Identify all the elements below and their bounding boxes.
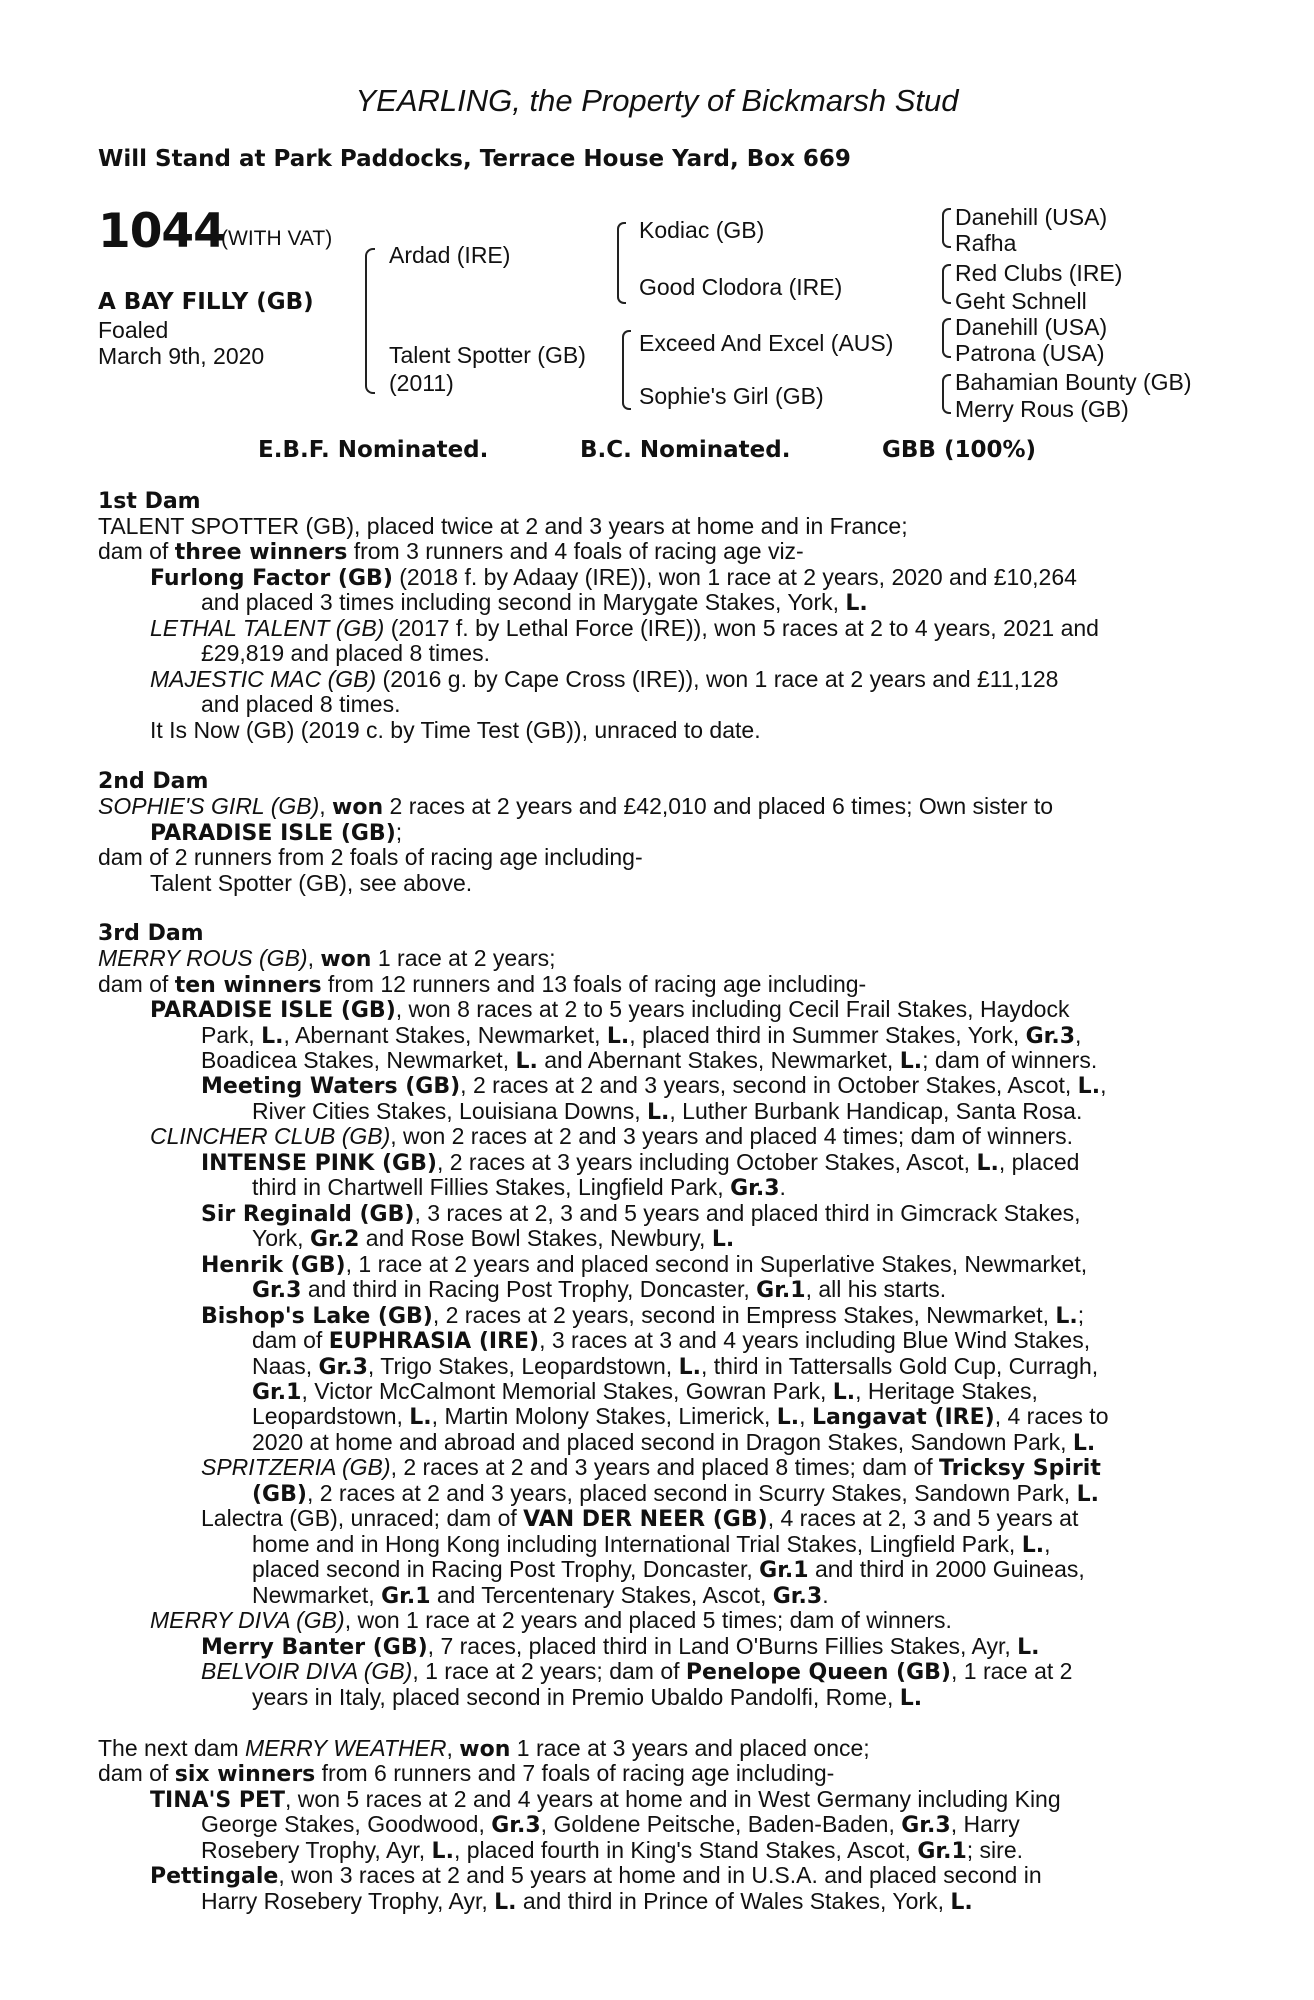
progeny-line: CLINCHER CLUB (GB), won 2 races at 2 and 3 years and placed 4 times; dam of winners. [150, 1123, 1073, 1149]
pedigree-brace [942, 264, 951, 304]
dam-line: TALENT SPOTTER (GB), placed twice at 2 and 3 years at home and in France; [98, 513, 908, 539]
dam-line: MERRY ROUS (GB), won 1 race at 2 years; [98, 945, 556, 972]
vat-note: (WITH VAT) [221, 227, 333, 250]
progeny-line: placed second in Racing Post Trophy, Doncaster, Gr.1 and third in 2000 Guineas, [252, 1556, 1085, 1583]
progeny-line: Naas, Gr.3, Trigo Stakes, Leopardstown, L., third in Tattersalls Gold Cup, Curragh, [252, 1353, 1099, 1380]
section-heading: 2nd Dam [98, 769, 209, 794]
pedigree-ddd: Merry Rous (GB) [955, 396, 1129, 422]
pedigree-dam-year: (2011) [389, 370, 454, 396]
progeny-line: George Stakes, Goodwood, Gr.3, Goldene Peitsche, Baden-Baden, Gr.3, Harry [201, 1811, 1020, 1838]
foaled-label: Foaled [98, 317, 169, 343]
progeny-line: Henrik (GB), 1 race at 2 years and placed second in Superlative Stakes, Newmarket, [201, 1251, 1088, 1278]
progeny-line: BELVOIR DIVA (GB), 1 race at 2 years; dam of Penelope Queen (GB), 1 race at 2 [201, 1658, 1073, 1685]
pedigree-brace [942, 318, 951, 358]
pedigree-dam-dam: Sophie's Girl (GB) [639, 383, 824, 409]
progeny-line: River Cities Stakes, Louisiana Downs, L., Luther Burbank Handicap, Santa Rosa. [252, 1098, 1083, 1125]
progeny-line: PARADISE ISLE (GB), won 8 races at 2 to 5 years including Cecil Frail Stakes, Haydock [150, 996, 1070, 1023]
dam-line: PARADISE ISLE (GB); [150, 819, 403, 846]
progeny-line: Pettingale, won 3 races at 2 and 5 years at home and in U.S.A. and placed second in [150, 1862, 1042, 1889]
progeny-line: Leopardstown, L., Martin Molony Stakes, Limerick, L., Langavat (IRE), 4 races to [252, 1403, 1109, 1430]
progeny-line: Sir Reginald (GB), 3 races at 2, 3 and 5 years and placed third in Gimcrack Stakes, [201, 1200, 1081, 1227]
progeny-line: It Is Now (GB) (2019 c. by Time Test (GB)), unraced to date. [150, 717, 761, 743]
pedigree-dam-sire: Exceed And Excel (AUS) [639, 330, 894, 356]
progeny-line: 2020 at home and abroad and placed second in Dragon Stakes, Sandown Park, L. [252, 1429, 1096, 1456]
pedigree-dds: Bahamian Bounty (GB) [955, 369, 1192, 395]
dam-line: dam of six winners from 6 runners and 7 foals of racing age including- [98, 1760, 835, 1787]
page-title: YEARLING, the Property of Bickmarsh Stud [355, 83, 959, 118]
pedigree-sdd: Geht Schnell [955, 288, 1087, 314]
progeny-line: LETHAL TALENT (GB) (2017 f. by Lethal Force (IRE)), won 5 races at 2 to 4 years, 2021 and [150, 615, 1099, 641]
progeny-line: Park, L., Abernant Stakes, Newmarket, L., placed third in Summer Stakes, York, Gr.3, [201, 1022, 1082, 1049]
progeny-line: Gr.1, Victor McCalmont Memorial Stakes, Gowran Park, L., Heritage Stakes, [252, 1378, 1038, 1405]
horse-description: A BAY FILLY (GB) [98, 289, 314, 315]
progeny-line: Meeting Waters (GB), 2 races at 2 and 3 years, second in October Stakes, Ascot, L., [201, 1072, 1107, 1099]
progeny-line: MAJESTIC MAC (GB) (2016 g. by Cape Cross (IRE)), won 1 race at 2 years and £11,128 [150, 666, 1059, 692]
dam-line: dam of 2 runners from 2 foals of racing age including- [98, 844, 643, 870]
gbb-rating: GBB (100%) [882, 437, 1037, 463]
progeny-line: Bishop's Lake (GB), 2 races at 2 years, second in Empress Stakes, Newmarket, L.; [201, 1302, 1085, 1329]
progeny-line: Gr.3 and third in Racing Post Trophy, Doncaster, Gr.1, all his starts. [252, 1276, 947, 1303]
pedigree-sds: Red Clubs (IRE) [955, 260, 1123, 286]
ebf-nomination: E.B.F. Nominated. [258, 437, 489, 463]
pedigree-dam: Talent Spotter (GB) [389, 342, 586, 368]
progeny-line: TINA'S PET, won 5 races at 2 and 4 years at home and in West Germany including King [150, 1786, 1061, 1813]
progeny-line: Rosebery Trophy, Ayr, L., placed fourth in King's Stand Stakes, Ascot, Gr.1; sire. [201, 1837, 1023, 1864]
progeny-line: years in Italy, placed second in Premio Ubaldo Pandolfi, Rome, L. [252, 1684, 923, 1711]
pedigree-dsd: Patrona (USA) [955, 340, 1105, 366]
dam-line: The next dam MERRY WEATHER, won 1 race at 3 years and placed once; [98, 1735, 870, 1762]
progeny-line: MERRY DIVA (GB), won 1 race at 2 years and placed 5 times; dam of winners. [150, 1607, 952, 1633]
progeny-line: York, Gr.2 and Rose Bowl Stakes, Newbury, L. [252, 1225, 735, 1252]
progeny-line: Talent Spotter (GB), see above. [150, 870, 473, 896]
progeny-line: Merry Banter (GB), 7 races, placed third in Land O'Burns Fillies Stakes, Ayr, L. [201, 1633, 1040, 1660]
pedigree-ssd: Rafha [955, 230, 1017, 256]
progeny-line: and placed 8 times. [201, 691, 401, 717]
pedigree-brace [622, 330, 631, 410]
progeny-line: dam of EUPHRASIA (IRE), 3 races at 3 and 4 years including Blue Wind Stakes, [252, 1327, 1091, 1354]
progeny-line: Lalectra (GB), unraced; dam of VAN DER NEER (GB), 4 races at 2, 3 and 5 years at [201, 1505, 1079, 1532]
progeny-line: (GB), 2 races at 2 and 3 years, placed second in Scurry Stakes, Sandown Park, L. [252, 1480, 1099, 1507]
progeny-line: £29,819 and placed 8 times. [201, 640, 490, 666]
dam-line: dam of ten winners from 12 runners and 13 foals of racing age including- [98, 971, 867, 998]
progeny-line: Furlong Factor (GB) (2018 f. by Adaay (IRE)), won 1 race at 2 years, 2020 and £10,264 [150, 564, 1077, 591]
stand-location: Will Stand at Park Paddocks, Terrace House Yard, Box 669 [98, 146, 851, 172]
section-heading: 3rd Dam [98, 921, 204, 946]
progeny-line: home and in Hong Kong including International Trial Stakes, Lingfield Park, L., [252, 1531, 1051, 1558]
section-heading: 1st Dam [98, 489, 201, 514]
pedigree-brace [617, 222, 626, 304]
pedigree-brace [942, 374, 951, 414]
dam-line: SOPHIE'S GIRL (GB), won 2 races at 2 years and £42,010 and placed 6 times; Own sister to [98, 793, 1054, 820]
progeny-line: INTENSE PINK (GB), 2 races at 3 years including October Stakes, Ascot, L., placed [201, 1149, 1080, 1176]
progeny-line: SPRITZERIA (GB), 2 races at 2 and 3 years and placed 8 times; dam of Tricksy Spirit [201, 1454, 1101, 1481]
progeny-line: Newmarket, Gr.1 and Tercentenary Stakes, Ascot, Gr.3. [252, 1582, 829, 1609]
progeny-line: Boadicea Stakes, Newmarket, L. and Abernant Stakes, Newmarket, L.; dam of winners. [201, 1047, 1098, 1074]
pedigree-sire-dam: Good Clodora (IRE) [639, 274, 843, 300]
pedigree-brace [942, 208, 951, 248]
dam-line: dam of three winners from 3 runners and 4 foals of racing age viz- [98, 538, 804, 565]
pedigree-sss: Danehill (USA) [955, 204, 1108, 230]
pedigree-sire: Ardad (IRE) [389, 242, 511, 268]
lot-number: 1044 [98, 204, 225, 259]
progeny-line: and placed 3 times including second in Marygate Stakes, York, L. [201, 589, 868, 616]
bc-nomination: B.C. Nominated. [580, 437, 791, 463]
progeny-line: Harry Rosebery Trophy, Ayr, L. and third in Prince of Wales Stakes, York, L. [201, 1888, 973, 1915]
pedigree-sire-sire: Kodiac (GB) [639, 217, 765, 243]
progeny-line: third in Chartwell Fillies Stakes, Lingfield Park, Gr.3. [252, 1174, 786, 1201]
pedigree-brace [365, 248, 375, 394]
pedigree-dss: Danehill (USA) [955, 314, 1108, 340]
foaled-date: March 9th, 2020 [98, 343, 265, 369]
